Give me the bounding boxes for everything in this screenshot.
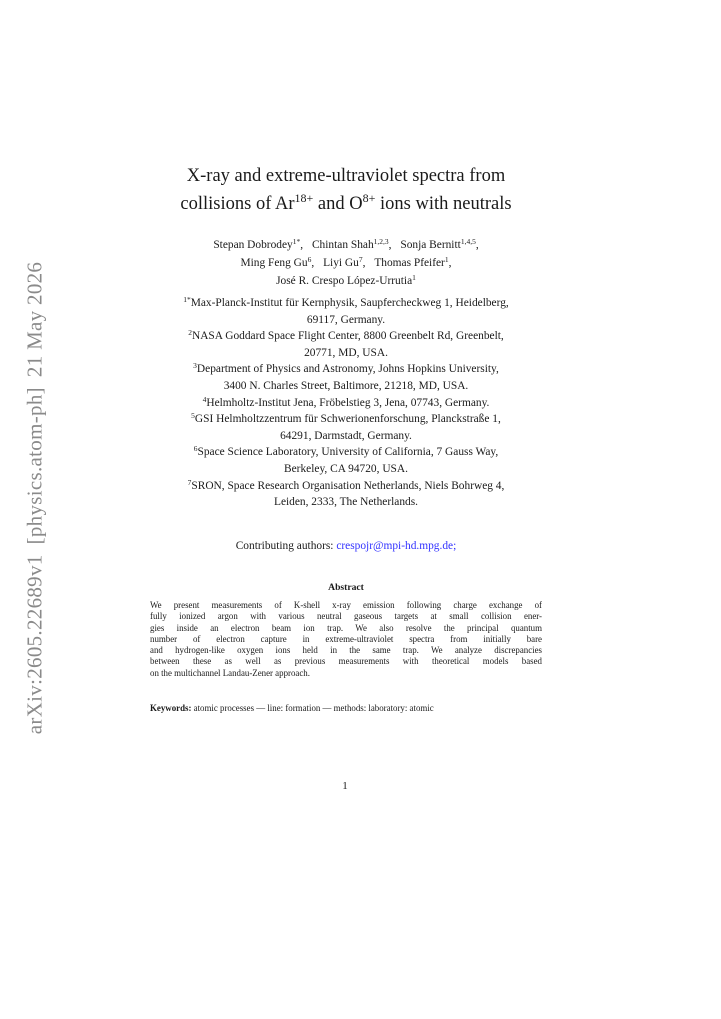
author: Chintan Shah$^{1,2,3}$, <box>311 237 392 251</box>
abstract-line: number of electron capture in extreme-ultraviolet spectra from initially bare <box>150 633 542 644</box>
author: José R. Crespo López-Urrutia$^1$ <box>276 273 416 287</box>
affiliation: $^6$Space Science Laboratory, University of California, 7 Gauss Way, Berkeley, CA 94720, USA. <box>193 444 499 475</box>
affiliation: $^3$Department of Physics and Astronomy, Johns Hopkins University, 3400 N. Charles Street, Baltimore, 21218, MD, USA. <box>193 361 499 392</box>
arxiv-date: 21 May 2026 <box>22 261 47 378</box>
abstract-line: between these as well as previous measurements with theoretical models based <box>150 656 542 667</box>
oxygen-charge-superscript: 8+ <box>362 191 376 205</box>
title-text-part: ions with neutrals <box>375 194 512 214</box>
affiliation-list <box>140 295 552 511</box>
author-line <box>120 236 572 254</box>
affiliation: $^{1*}$Max-Planck-Institut für Kernphysik, Saupfercheckweg 1, Heidelberg, 69117, Germany. <box>183 295 509 326</box>
abstract-line: We present measurements of K-shell x-ray emission following charge exchange of <box>150 600 542 610</box>
affiliation: $^4$Helmholtz-Institut Jena, Fröbelstieg 3, Jena, 07743, Germany. <box>202 394 490 409</box>
keywords-label: Keywords: <box>150 703 192 713</box>
abstract-line: gies inside an electron beam ion trap. We also resolve the principal quantum <box>150 622 542 633</box>
arxiv-category: [physics.atom-ph] <box>22 387 47 545</box>
author: Thomas Pfeifer$^1$, <box>374 255 452 269</box>
title-text-part: and O <box>313 194 363 214</box>
contact-email-link[interactable]: crespojr@mpi-hd.mpg.de; <box>336 540 457 552</box>
title-line-1: X-ray and extreme-ultraviolet spectra from <box>186 166 506 186</box>
affiliation: $^5$GSI Helmholtzzentrum für Schwerionenforschung, Planckstraße 1, 64291, Darmstadt, Germany. <box>191 411 501 442</box>
abstract-heading: Abstract <box>328 582 364 593</box>
author-list <box>120 236 572 290</box>
author: Sonja Bernitt$^{1,4,5}$, <box>400 237 479 251</box>
abstract-body <box>150 600 542 679</box>
abstract-line: on the multichannel Landau-Zener approach. <box>150 667 310 678</box>
arxiv-identifier-stamp <box>23 252 48 734</box>
page-number: 1 <box>342 780 348 792</box>
author: Stepan Dobrodey$^{1*}$, <box>213 237 304 251</box>
abstract-line: and hydrogen-like oxygen ions held in the same trap. We analyze discrepancies <box>150 645 542 656</box>
author-line <box>120 254 572 272</box>
contributing-label: Contributing authors: <box>235 540 337 552</box>
keywords-text: atomic processes — line: formation — methods: laboratory: atomic <box>191 703 434 713</box>
title-line-2 <box>120 190 572 218</box>
arxiv-id: arXiv:2605.22689v1 <box>22 554 47 735</box>
argon-charge-superscript: 18+ <box>294 191 314 205</box>
abstract-line: fully ionized argon with various neutral gaseous targets at small collision ener- <box>150 611 542 622</box>
paper-title <box>120 162 572 218</box>
title-text-part: collisions of Ar <box>180 194 295 214</box>
author: Ming Feng Gu$^6$, <box>240 255 315 269</box>
contributing-authors <box>120 538 572 554</box>
author: Liyi Gu$^7$, <box>323 255 366 269</box>
affiliation: $^7$SRON, Space Research Organisation Netherlands, Niels Bohrweg 4, Leiden, 2333, The Netherlands. <box>187 477 505 509</box>
affiliation: $^2$NASA Goddard Space Flight Center, 8800 Greenbelt Rd, Greenbelt, 20771, MD, USA. <box>188 328 504 359</box>
keywords <box>150 703 542 714</box>
author-line <box>120 272 572 290</box>
